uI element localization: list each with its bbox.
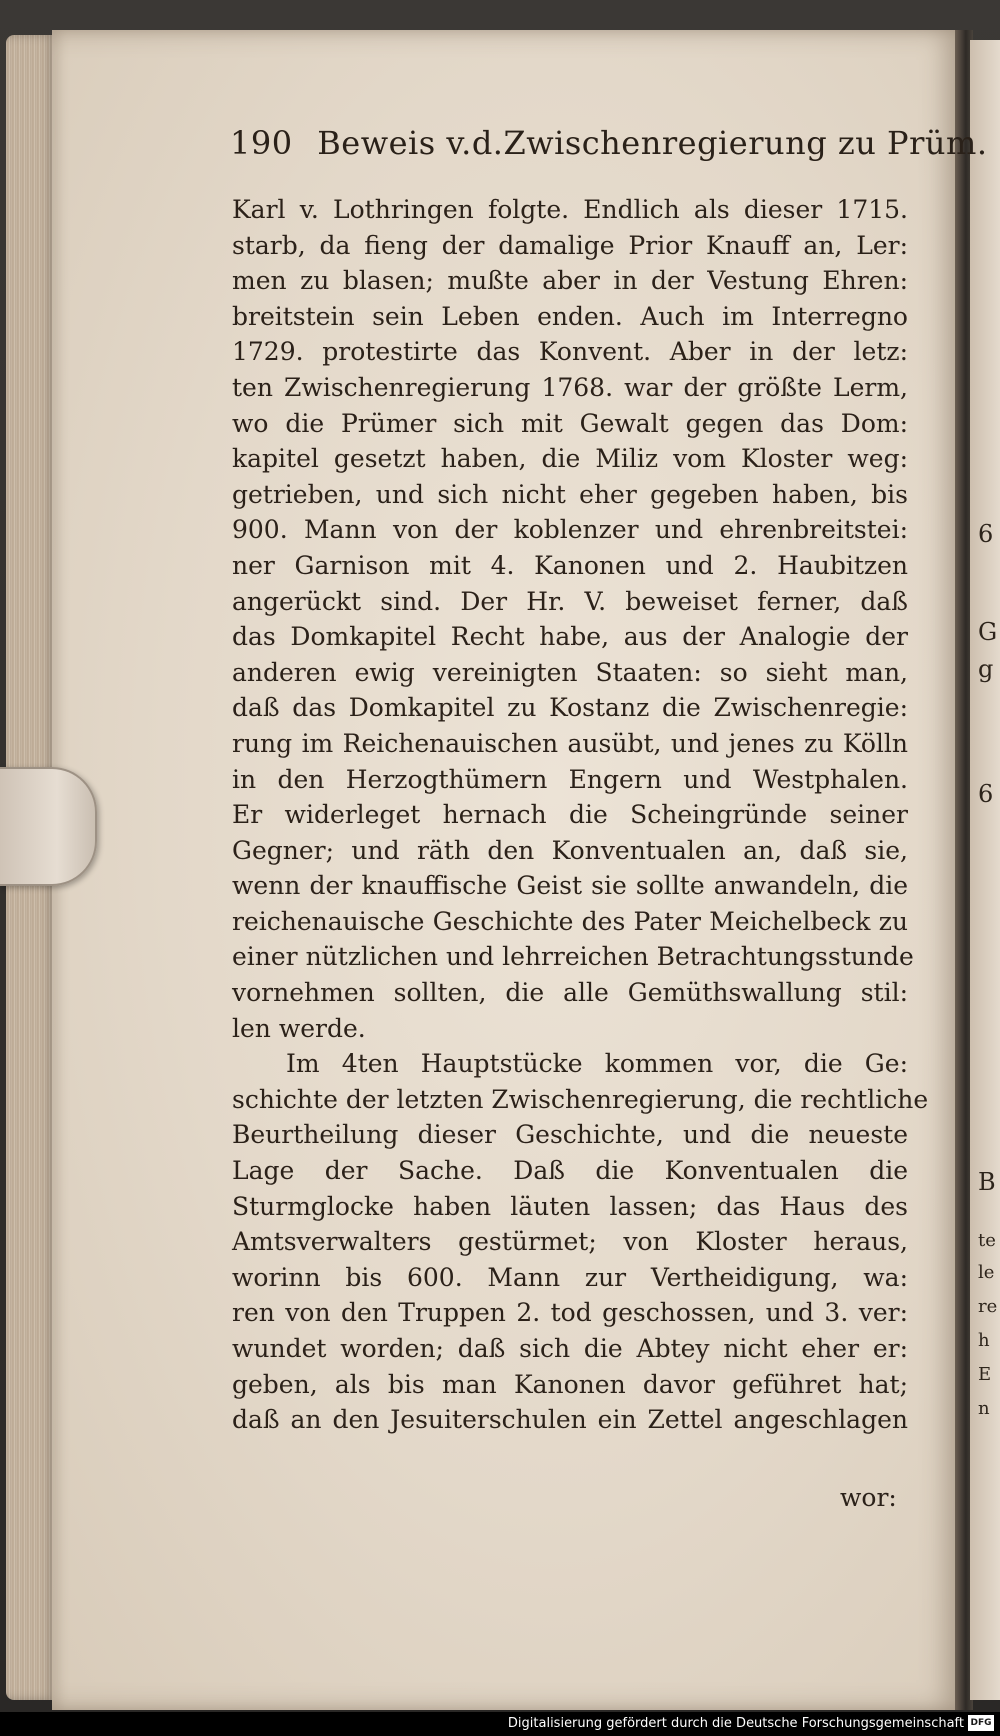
text-line: Gegner; und räth den Konventualen an, daß sie,: [232, 835, 908, 865]
text-line: schichte der letzten Zwischenregierung, die rechtliche: [232, 1084, 929, 1114]
text-line: daß das Domkapitel zu Kostanz die Zwischenregie:: [232, 693, 908, 723]
text-line: rung im Reichenauischen ausübt, und jenes zu Kölln: [232, 728, 908, 758]
next-page-glyph: n: [978, 1398, 990, 1419]
page-header: [230, 124, 988, 162]
text-line: getrieben, und sich nicht eher gegeben haben, bis: [232, 479, 908, 509]
next-page-glyph: 6: [978, 780, 994, 808]
text-line: reichenauische Geschichte des Pater Meichelbeck zu: [232, 906, 908, 936]
next-page-glyph: h: [978, 1330, 990, 1351]
text-line: len werde.: [232, 1013, 366, 1043]
text-line: wundet worden; daß sich die Abtey nicht eher er:: [232, 1334, 908, 1363]
running-title: Beweis v.d.Zwischenregierung zu Prüm.: [317, 124, 988, 162]
text-line: geben, als bis man Kanonen davor geführet hat;: [232, 1369, 908, 1399]
text-line: anderen ewig vereinigten Staaten: so sieht man,: [232, 657, 908, 687]
text-line: 900. Mann von der koblenzer und ehrenbreitstei:: [232, 515, 908, 545]
page-number: 190: [230, 124, 293, 162]
next-page-glyph: E: [978, 1364, 992, 1385]
text-line: ren von den Truppen 2. tod geschossen, und 3. ver:: [232, 1298, 908, 1328]
text-line: vornehmen sollten, die alle Gemüthswallung stil:: [232, 978, 908, 1008]
dfg-logo: DFG: [968, 1715, 994, 1731]
text-line: Karl v. Lothringen folgte. Endlich als dieser 1715.: [232, 195, 908, 224]
text-line: einer nützlichen und lehrreichen Betrachtungsstunde: [232, 942, 914, 972]
text-line: ten Zwischenregierung 1768. war der größte Lerm,: [232, 372, 908, 402]
text-line: men zu blasen; mußte aber in der Vestung Ehren:: [232, 266, 908, 296]
next-page-glyph: le: [978, 1262, 995, 1283]
text-line: wenn der knauffische Geist sie sollte anwandeln, die: [232, 871, 908, 901]
text-line: das Domkapitel Recht habe, aus der Analogie der: [232, 622, 908, 652]
next-page-glyph: g: [978, 655, 994, 683]
text-line: breitstein sein Leben enden. Auch im Interregno: [232, 301, 908, 331]
text-line: 1729. protestirte das Konvent. Aber in der letz:: [232, 337, 908, 367]
text-line: angerückt sind. Der Hr. V. beweiset ferner, daß: [232, 586, 908, 616]
text-line: worinn bis 600. Mann zur Vertheidigung, wa:: [232, 1262, 908, 1292]
text-line: Beurtheilung dieser Geschichte, und die neueste: [232, 1120, 908, 1150]
page-clip: [0, 767, 97, 886]
next-page-glyph: B: [978, 1168, 996, 1196]
text-line: wo die Prümer sich mit Gewalt gegen das Dom:: [232, 408, 908, 438]
text-line: Er widerleget hernach die Scheingründe seiner: [232, 800, 908, 830]
text-line: starb, da fieng der damalige Prior Knauff an, Ler:: [232, 230, 908, 260]
next-page-glyph: re: [978, 1296, 998, 1317]
text-line: Im 4ten Hauptstücke kommen vor, die Ge:: [286, 1049, 908, 1079]
text-line: Amtsverwalters gestürmet; von Kloster heraus,: [232, 1227, 908, 1257]
digitization-credit: Digitalisierung gefördert durch die Deutsche Forschungsgemeinschaft: [507, 1716, 964, 1731]
text-line: kapitel gesetzt haben, die Miliz vom Kloster weg:: [232, 444, 908, 474]
text-line: daß an den Jesuiterschulen ein Zettel angeschlagen: [232, 1405, 908, 1435]
text-line: Sturmglocke haben läuten lassen; das Haus des: [232, 1191, 908, 1221]
catchword: wor:: [840, 1483, 897, 1512]
next-page-glyph: G: [978, 618, 998, 646]
text-line: ner Garnison mit 4. Kanonen und 2. Haubitzen: [232, 550, 908, 580]
text-line: Lage der Sache. Daß die Konventualen die: [232, 1156, 908, 1186]
next-page-glyph: 6: [978, 520, 994, 548]
next-page-edge: [970, 40, 1000, 1700]
text-line: in den Herzogthümern Engern und Westphalen.: [232, 764, 908, 794]
body-text: [232, 192, 929, 1438]
next-page-glyph: te: [978, 1230, 996, 1251]
